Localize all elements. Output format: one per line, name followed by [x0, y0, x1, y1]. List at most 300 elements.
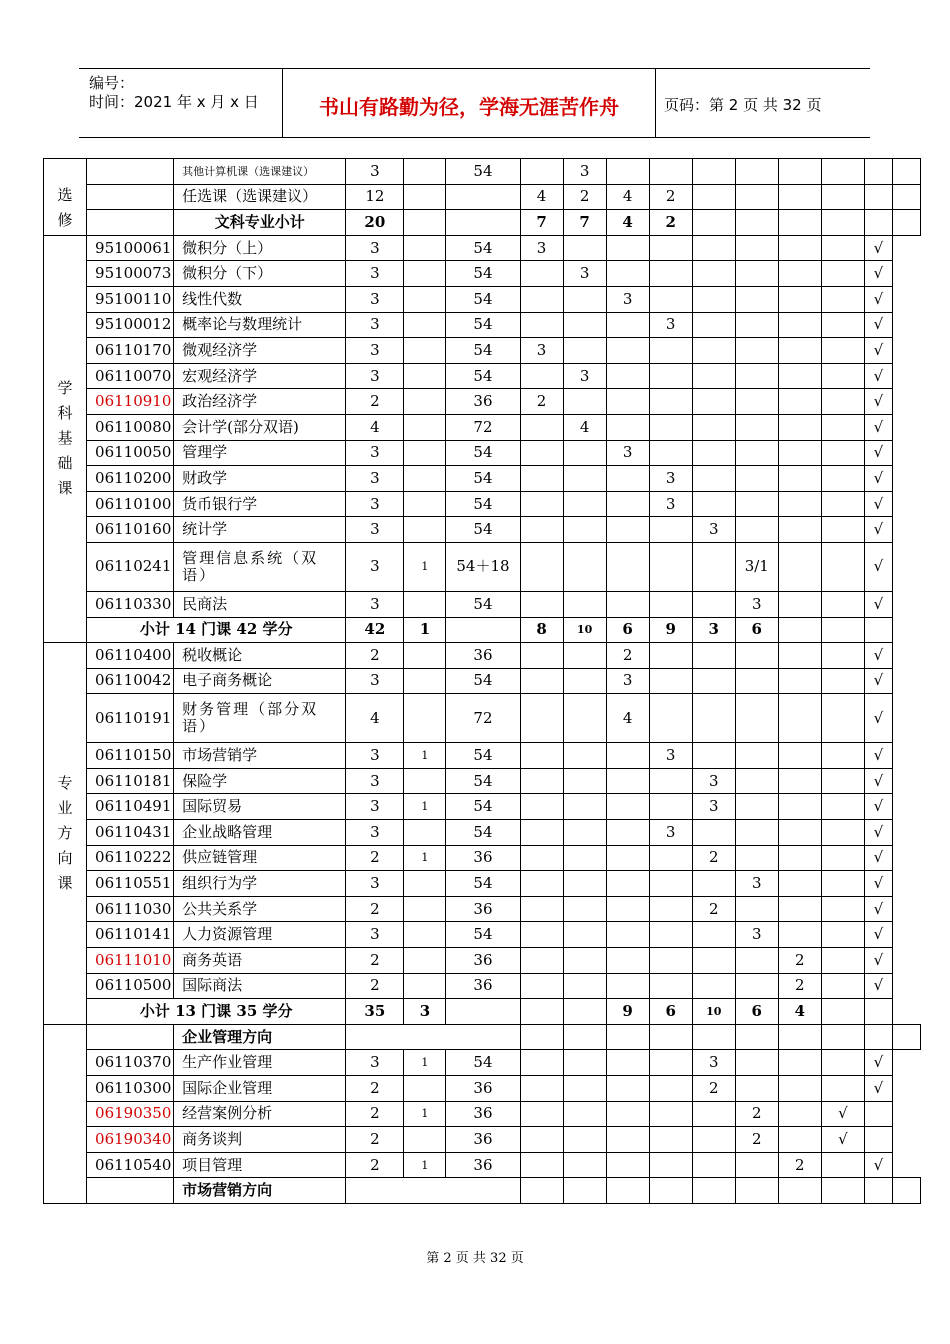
course-name: 市场营销学 [174, 743, 346, 769]
term-cell [606, 591, 649, 617]
term-cell [606, 363, 649, 389]
term-cell: 3 [563, 159, 606, 185]
term-cell [649, 643, 692, 669]
term-cell [649, 922, 692, 948]
term-cell [520, 542, 563, 591]
term-cell [606, 896, 649, 922]
required-mark: √ [864, 466, 892, 492]
term-cell: 2 [778, 948, 821, 974]
term-cell [606, 542, 649, 591]
term-cell [520, 1050, 563, 1076]
table-row [44, 1152, 921, 1178]
course-name: 电子商务概论 [174, 668, 346, 694]
practice-cell [404, 948, 446, 974]
table-row [44, 820, 921, 846]
term-cell [649, 235, 692, 261]
term-cell [735, 820, 778, 846]
practice-cell [404, 1127, 446, 1153]
term-cell [606, 1127, 649, 1153]
table-row [44, 694, 921, 743]
term-cell [649, 871, 692, 897]
term-cell [563, 517, 606, 543]
course-code: 95100073 [87, 261, 174, 287]
mark-cell-a [821, 466, 864, 492]
term-cell [563, 820, 606, 846]
term-cell [563, 466, 606, 492]
practice-cell [404, 973, 446, 999]
category-direction [44, 1024, 87, 1203]
course-code: 06110300 [87, 1076, 174, 1102]
term-cell [692, 466, 735, 492]
hours-cell: 36 [446, 389, 520, 415]
course-name: 国际商法 [174, 973, 346, 999]
hours-cell: 36 [446, 1127, 520, 1153]
practice-cell [404, 440, 446, 466]
term-cell: 3 [692, 617, 735, 643]
course-name: 国际贸易 [174, 794, 346, 820]
term-cell [563, 389, 606, 415]
term-cell: 10 [692, 999, 735, 1025]
credit-cell: 3 [346, 491, 404, 517]
course-code: 06110540 [87, 1152, 174, 1178]
term-cell [735, 1050, 778, 1076]
practice-cell: 1 [404, 1152, 446, 1178]
term-cell [606, 1076, 649, 1102]
term-cell [735, 312, 778, 338]
term-cell [778, 1101, 821, 1127]
credit-cell: 3 [346, 922, 404, 948]
term-cell [520, 1152, 563, 1178]
term-cell [778, 820, 821, 846]
table-row [44, 235, 921, 261]
hours-cell: 54 [446, 768, 520, 794]
course-code: 06111030 [87, 896, 174, 922]
course-name: 微观经济学 [174, 338, 346, 364]
hours-cell: 54 [446, 517, 520, 543]
mark-cell-a [821, 820, 864, 846]
term-cell [778, 389, 821, 415]
required-mark: √ [864, 845, 892, 871]
credit-cell: 12 [346, 184, 404, 210]
term-cell [649, 973, 692, 999]
term-cell [520, 743, 563, 769]
term-cell: 3 [649, 743, 692, 769]
required-mark [864, 1101, 892, 1127]
hours-cell: 54 [446, 794, 520, 820]
term-cell: 3 [692, 794, 735, 820]
credit-cell: 3 [346, 261, 404, 287]
course-name: 微积分（上） [174, 235, 346, 261]
term-cell [778, 542, 821, 591]
hours-cell: 54 [446, 743, 520, 769]
term-cell [520, 286, 563, 312]
term-cell [735, 286, 778, 312]
term-cell [563, 338, 606, 364]
hours-cell: 36 [446, 1076, 520, 1102]
mark-cell-a [821, 591, 864, 617]
mark-cell-a [821, 896, 864, 922]
term-cell [692, 668, 735, 694]
term-cell [520, 694, 563, 743]
term-cell [735, 694, 778, 743]
term-cell [649, 794, 692, 820]
practice-cell [404, 338, 446, 364]
practice-cell [404, 517, 446, 543]
hours-cell: 54 [446, 491, 520, 517]
term-cell [563, 922, 606, 948]
term-cell [778, 491, 821, 517]
term-cell: 3/1 [735, 542, 778, 591]
term-cell [606, 414, 649, 440]
course-name: 经营案例分析 [174, 1101, 346, 1127]
term-cell [563, 643, 606, 669]
header-meta [79, 69, 283, 137]
term-cell [692, 694, 735, 743]
course-name: 管理学 [174, 440, 346, 466]
term-cell [563, 694, 606, 743]
course-code: 06110200 [87, 466, 174, 492]
table-row [44, 922, 921, 948]
term-cell: 3 [649, 491, 692, 517]
required-mark: √ [864, 643, 892, 669]
category-elective [44, 159, 87, 236]
required-mark: √ [864, 389, 892, 415]
hours-cell: 72 [446, 414, 520, 440]
term-cell [735, 363, 778, 389]
term-cell [778, 643, 821, 669]
mark-cell-a: √ [821, 1101, 864, 1127]
term-cell: 10 [563, 617, 606, 643]
term-cell [692, 338, 735, 364]
practice-cell [404, 871, 446, 897]
table-row [44, 184, 921, 210]
term-cell [778, 871, 821, 897]
course-name: 管理信息系统（双语） [174, 542, 346, 591]
hours-cell: 54 [446, 261, 520, 287]
required-mark: √ [864, 261, 892, 287]
credit-cell: 2 [346, 845, 404, 871]
practice-cell [404, 591, 446, 617]
table-row [44, 643, 921, 669]
hours-cell: 54 [446, 235, 520, 261]
subtotal-label: 文科专业小计 [174, 210, 346, 236]
term-cell [692, 389, 735, 415]
term-cell [778, 517, 821, 543]
course-name: 统计学 [174, 517, 346, 543]
table-row [44, 159, 921, 185]
term-cell [692, 871, 735, 897]
term-cell [606, 261, 649, 287]
practice-cell: 1 [404, 542, 446, 591]
hours-cell: 54 [446, 591, 520, 617]
header-page [656, 69, 870, 137]
credit-cell: 3 [346, 312, 404, 338]
table-row [44, 466, 921, 492]
course-name: 财务管理（部分双语） [174, 694, 346, 743]
term-cell [606, 1152, 649, 1178]
term-cell: 2 [520, 389, 563, 415]
required-mark: √ [864, 794, 892, 820]
credit-cell: 42 [346, 617, 404, 643]
required-mark: √ [864, 440, 892, 466]
mark-cell-a [821, 668, 864, 694]
term-cell: 2 [692, 845, 735, 871]
hours-cell: 54 [446, 1050, 520, 1076]
term-cell [563, 743, 606, 769]
practice-cell [404, 363, 446, 389]
term-cell [563, 871, 606, 897]
credit-cell: 3 [346, 542, 404, 591]
number-label: 编号： [89, 74, 135, 92]
term-cell [735, 491, 778, 517]
hours-cell [446, 617, 520, 643]
page-info: 页码：第 2 页 共 32 页 [664, 96, 822, 114]
credit-cell: 2 [346, 643, 404, 669]
required-mark: √ [864, 312, 892, 338]
course-name: 会计学(部分双语) [174, 414, 346, 440]
term-cell [735, 466, 778, 492]
term-cell: 3 [649, 466, 692, 492]
required-mark: √ [864, 363, 892, 389]
term-cell [778, 794, 821, 820]
credit-cell: 3 [346, 668, 404, 694]
required-mark: √ [864, 414, 892, 440]
hours-cell: 54 [446, 668, 520, 694]
credit-cell: 2 [346, 896, 404, 922]
term-cell: 4 [606, 184, 649, 210]
required-mark: √ [864, 871, 892, 897]
term-cell: 7 [520, 210, 563, 236]
credit-cell: 3 [346, 440, 404, 466]
credit-cell: 3 [346, 591, 404, 617]
credit-cell: 3 [346, 768, 404, 794]
hours-cell: 36 [446, 896, 520, 922]
term-cell [649, 668, 692, 694]
course-name: 企业战略管理 [174, 820, 346, 846]
required-mark: √ [864, 286, 892, 312]
hours-cell: 36 [446, 1152, 520, 1178]
term-cell [520, 363, 563, 389]
hours-cell: 54 [446, 312, 520, 338]
term-cell [778, 312, 821, 338]
term-cell [649, 591, 692, 617]
course-code: 06110241 [87, 542, 174, 591]
term-cell [778, 896, 821, 922]
course-code: 06110141 [87, 922, 174, 948]
term-cell [778, 440, 821, 466]
mark-cell-a [821, 743, 864, 769]
term-cell [778, 768, 821, 794]
term-cell [649, 363, 692, 389]
term-cell [520, 948, 563, 974]
table-row [44, 845, 921, 871]
term-cell: 4 [606, 210, 649, 236]
credit-cell: 3 [346, 159, 404, 185]
credit-cell: 3 [346, 871, 404, 897]
course-name: 民商法 [174, 591, 346, 617]
subtotal-label: 小计 13 门课 35 学分 [87, 999, 346, 1025]
term-cell [520, 768, 563, 794]
term-cell: 2 [692, 896, 735, 922]
practice-cell [404, 414, 446, 440]
term-cell [692, 973, 735, 999]
term-cell [520, 845, 563, 871]
course-code: 06110160 [87, 517, 174, 543]
course-code: 06110491 [87, 794, 174, 820]
course-name: 保险学 [174, 768, 346, 794]
course-table [43, 158, 921, 1204]
term-cell [520, 1101, 563, 1127]
required-mark: √ [864, 1152, 892, 1178]
credit-cell: 3 [346, 820, 404, 846]
term-cell: 3 [606, 668, 649, 694]
term-cell [735, 235, 778, 261]
mark-cell-a [821, 1152, 864, 1178]
term-cell [649, 896, 692, 922]
mark-cell-a [821, 922, 864, 948]
time-label: 时间：2021 年 x 月 x 日 [89, 93, 259, 111]
term-cell [563, 591, 606, 617]
term-cell [778, 414, 821, 440]
practice-cell [404, 768, 446, 794]
term-cell [606, 338, 649, 364]
table-row [44, 414, 921, 440]
course-name: 财政学 [174, 466, 346, 492]
term-cell [520, 973, 563, 999]
table-row [44, 743, 921, 769]
term-cell [606, 845, 649, 871]
course-name: 政治经济学 [174, 389, 346, 415]
course-code: 06110100 [87, 491, 174, 517]
term-cell: 3 [606, 286, 649, 312]
practice-cell: 3 [404, 999, 446, 1025]
term-cell: 4 [606, 694, 649, 743]
term-cell: 8 [520, 617, 563, 643]
term-cell [735, 517, 778, 543]
term-cell [520, 999, 563, 1025]
term-cell [563, 1101, 606, 1127]
term-cell [692, 261, 735, 287]
practice-cell [404, 694, 446, 743]
term-cell [563, 542, 606, 591]
course-name: 货币银行学 [174, 491, 346, 517]
term-cell [520, 440, 563, 466]
credit-cell: 3 [346, 1050, 404, 1076]
term-cell [606, 1050, 649, 1076]
course-code: 06110150 [87, 743, 174, 769]
category-label: 学 科 基 础 课 [57, 379, 73, 498]
hours-cell: 54 [446, 820, 520, 846]
term-cell [563, 312, 606, 338]
practice-cell [404, 491, 446, 517]
term-cell: 3 [563, 261, 606, 287]
term-cell [649, 1050, 692, 1076]
term-cell [649, 1152, 692, 1178]
term-cell: 6 [606, 617, 649, 643]
table-row [44, 1050, 921, 1076]
subtotal-row [44, 210, 921, 236]
term-cell: 2 [778, 973, 821, 999]
hours-cell: 36 [446, 1101, 520, 1127]
term-cell: 2 [735, 1101, 778, 1127]
term-cell [692, 591, 735, 617]
term-cell [649, 389, 692, 415]
table-row [44, 286, 921, 312]
course-name: 任选课（选课建议） [174, 184, 346, 210]
term-cell: 2 [649, 210, 692, 236]
course-name: 国际企业管理 [174, 1076, 346, 1102]
term-cell [606, 466, 649, 492]
term-cell [563, 1127, 606, 1153]
term-cell [778, 845, 821, 871]
term-cell [778, 338, 821, 364]
term-cell [606, 743, 649, 769]
course-name: 概率论与数理统计 [174, 312, 346, 338]
required-mark: √ [864, 517, 892, 543]
mark-cell-a [821, 794, 864, 820]
term-cell [563, 235, 606, 261]
term-cell [606, 1101, 649, 1127]
mark-cell-a [821, 286, 864, 312]
course-name: 商务谈判 [174, 1127, 346, 1153]
term-cell [606, 768, 649, 794]
credit-cell: 3 [346, 466, 404, 492]
term-cell [606, 491, 649, 517]
term-cell [520, 517, 563, 543]
direction-row [44, 1024, 921, 1050]
term-cell: 7 [563, 210, 606, 236]
term-cell [692, 743, 735, 769]
term-cell: 2 [735, 1127, 778, 1153]
direction-row [44, 1178, 921, 1204]
credit-cell: 3 [346, 517, 404, 543]
term-cell [735, 768, 778, 794]
table-row [44, 363, 921, 389]
table-row [44, 973, 921, 999]
course-code: 06190340 [87, 1127, 174, 1153]
term-cell [778, 1076, 821, 1102]
required-mark: √ [864, 668, 892, 694]
term-cell [692, 414, 735, 440]
term-cell [735, 338, 778, 364]
term-cell [606, 235, 649, 261]
term-cell: 2 [778, 1152, 821, 1178]
category-label: 专 业 方 向 课 [57, 773, 73, 892]
term-cell [735, 973, 778, 999]
motto-text: 书山有路勤为径，学海无涯苦作舟 [319, 95, 619, 119]
subtotal-row [44, 999, 921, 1025]
practice-cell: 1 [404, 794, 446, 820]
table-row [44, 261, 921, 287]
term-cell [649, 1076, 692, 1102]
credit-cell: 20 [346, 210, 404, 236]
term-cell: 3 [692, 1050, 735, 1076]
mark-cell-a [821, 948, 864, 974]
term-cell [692, 820, 735, 846]
course-name: 税收概论 [174, 643, 346, 669]
practice-cell [404, 261, 446, 287]
mark-cell-a [821, 694, 864, 743]
hours-cell: 54 [446, 466, 520, 492]
term-cell [778, 617, 821, 643]
credit-cell: 2 [346, 1152, 404, 1178]
term-cell: 3 [692, 517, 735, 543]
hours-cell: 72 [446, 694, 520, 743]
credit-cell: 3 [346, 235, 404, 261]
term-cell [649, 261, 692, 287]
course-name: 公共关系学 [174, 896, 346, 922]
term-cell [606, 973, 649, 999]
